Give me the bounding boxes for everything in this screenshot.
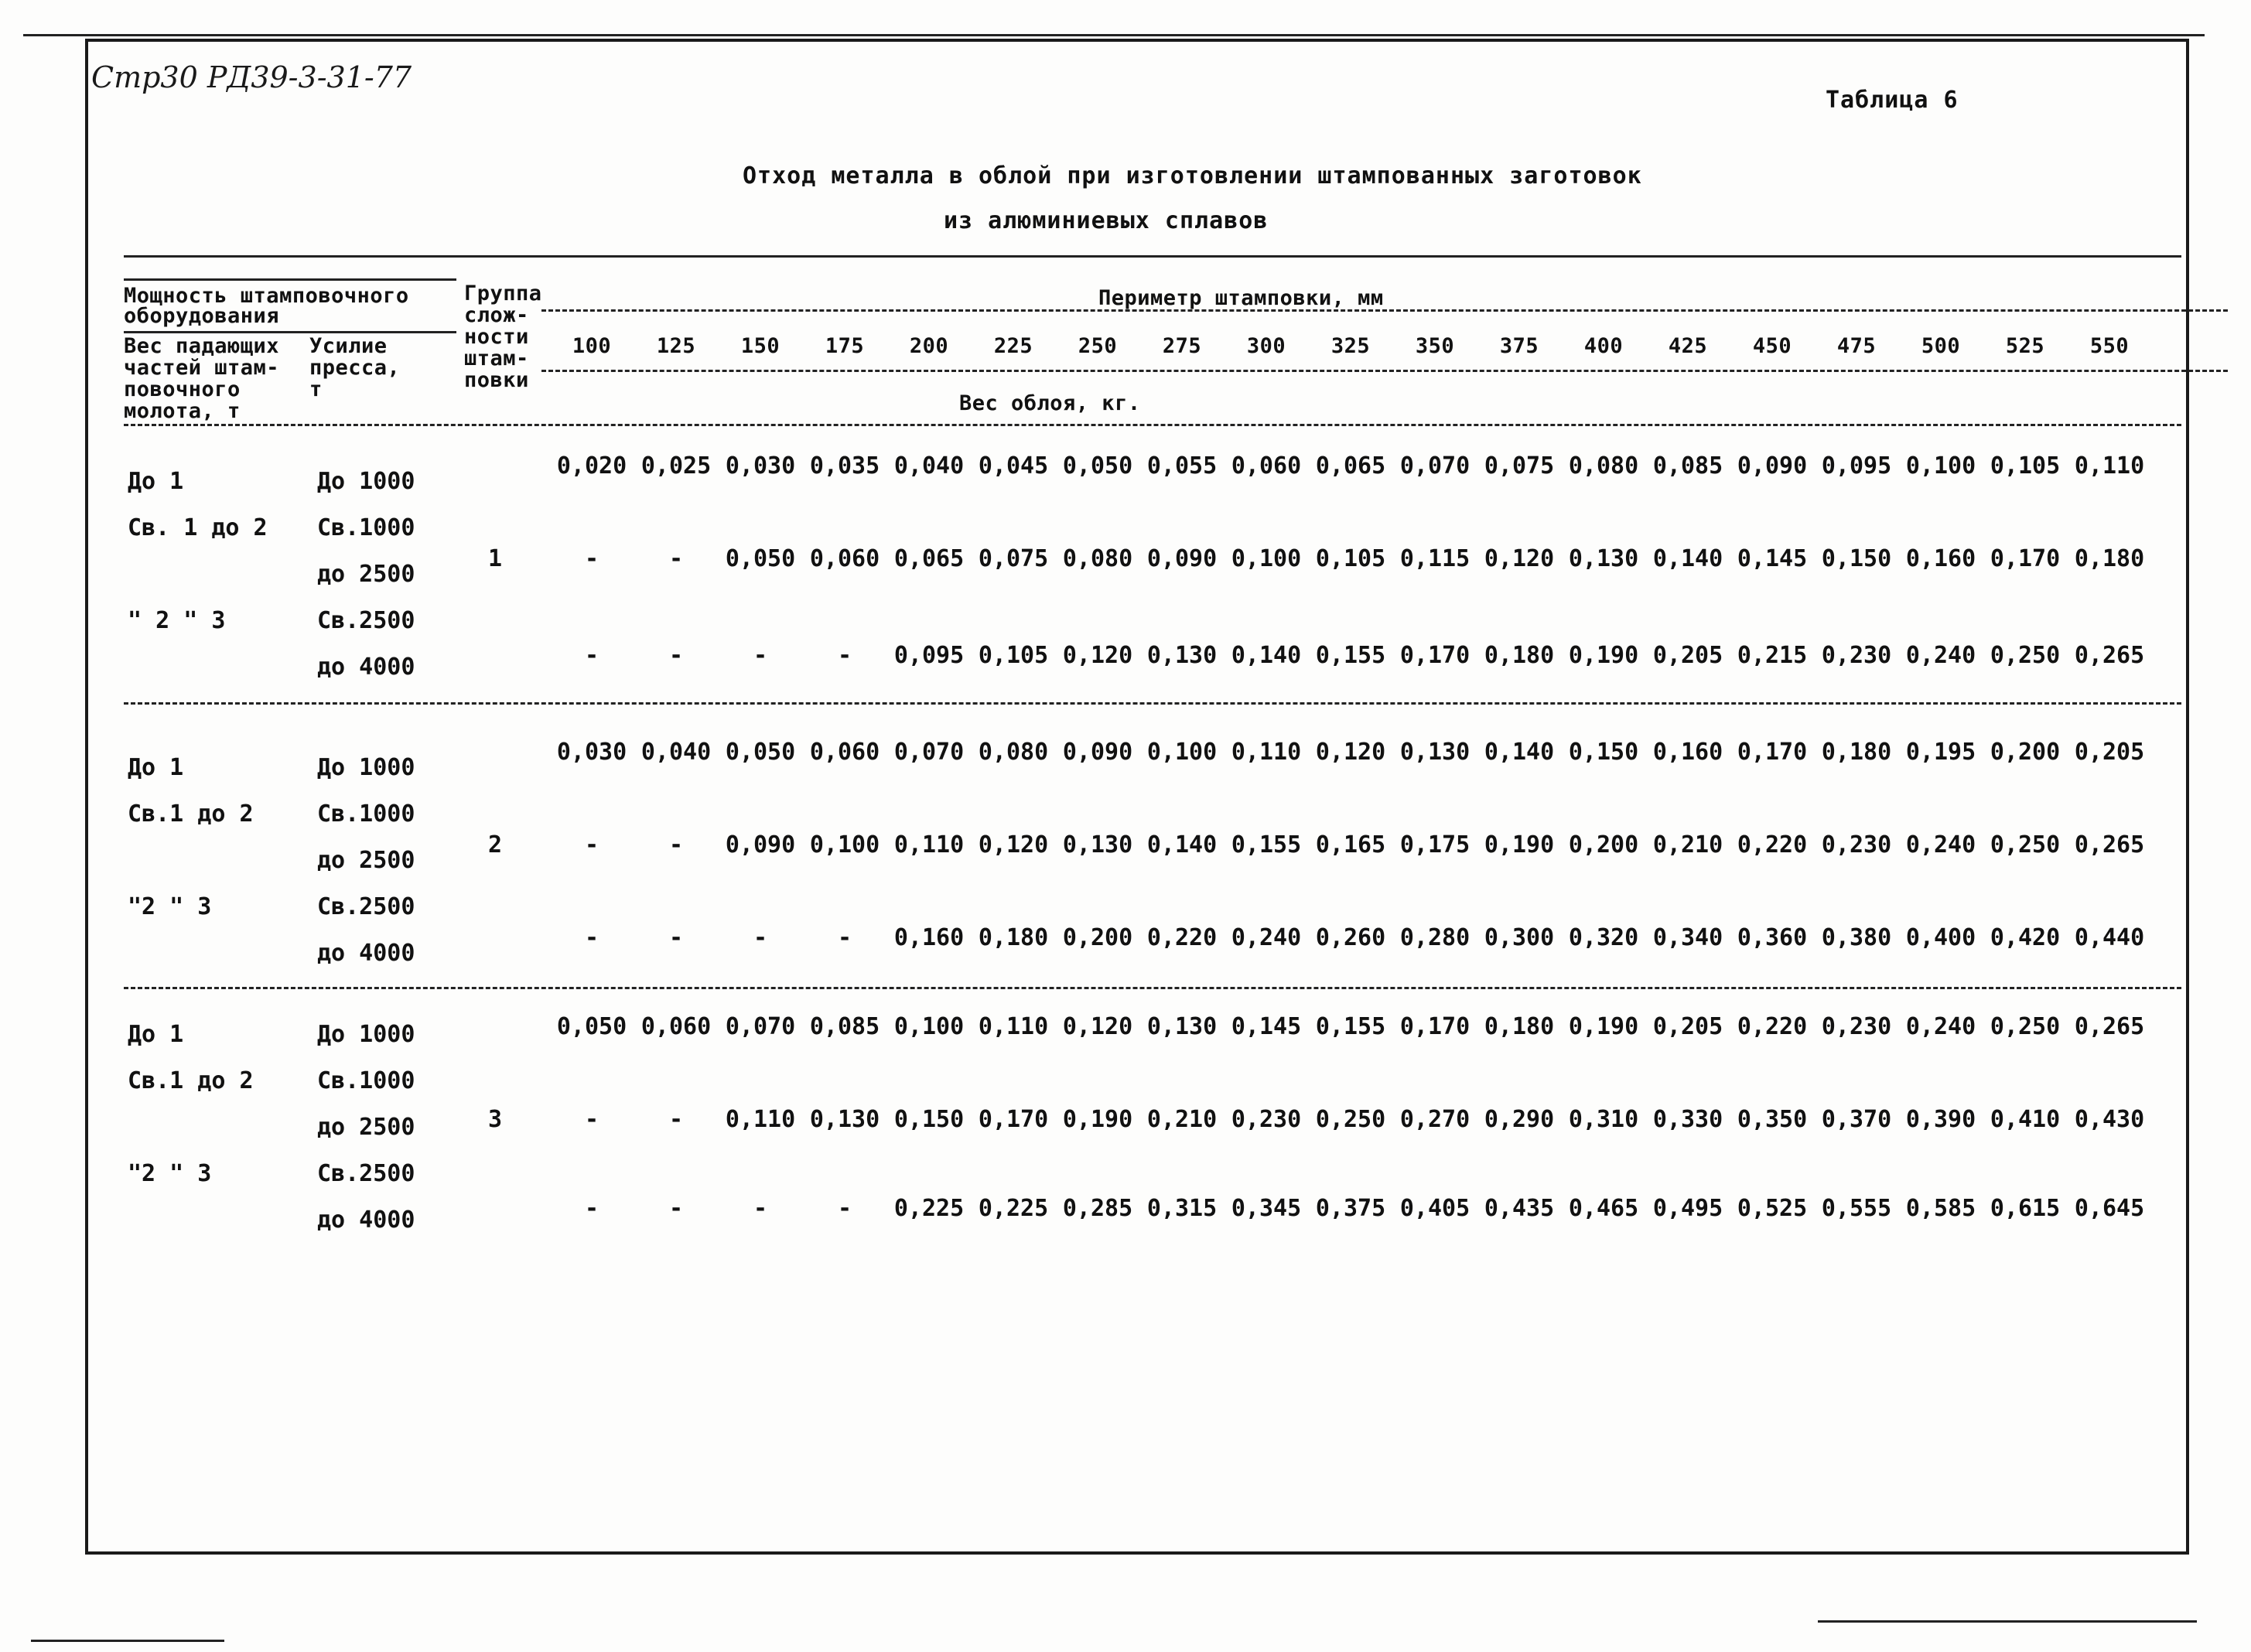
perimeter-header-cell: 425 <box>1668 334 1708 358</box>
press-force-label: до 4000 <box>317 1207 415 1234</box>
flash-weight-cell: 0,405 <box>1399 1195 1470 1222</box>
flash-weight-cell: 0,060 <box>809 739 880 766</box>
flash-weight-cell: 0,225 <box>978 1195 1049 1222</box>
flash-weight-cell: 0,180 <box>1484 1013 1555 1040</box>
flash-weight-cell: 0,240 <box>1905 642 1976 669</box>
press-force-label: Св.2500 <box>317 607 415 634</box>
flash-weight-cell: 0,375 <box>1315 1195 1386 1222</box>
flash-weight-cell: 0,080 <box>978 739 1049 766</box>
flash-weight-cell: 0,585 <box>1905 1195 1976 1222</box>
hammer-weight-label: " 2 " 3 <box>128 607 226 634</box>
flash-weight-cell: 0,140 <box>1484 739 1555 766</box>
flash-weight-cell: 0,440 <box>2074 924 2145 951</box>
flash-weight-cell: 0,090 <box>1737 452 1808 480</box>
flash-weight-cell: 0,145 <box>1231 1013 1302 1040</box>
flash-weight-cell: 0,085 <box>809 1013 880 1040</box>
perimeter-rule <box>541 309 2228 312</box>
flash-weight-cell: 0,115 <box>1399 545 1470 572</box>
complexity-group-label: 1 <box>487 545 503 572</box>
flash-weight-cell: 0,180 <box>1484 642 1555 669</box>
flash-weight-cell: - <box>668 642 684 669</box>
complexity-group-label: 3 <box>487 1106 503 1133</box>
flash-weight-cell: 0,170 <box>1399 1013 1470 1040</box>
hammer-weight-header-1: Вес падающих <box>124 334 280 358</box>
flash-weight-cell: 0,140 <box>1146 831 1218 858</box>
flash-weight-cell: 0,070 <box>1399 452 1470 480</box>
flash-weight-cell: - <box>668 831 684 858</box>
flash-weight-cell: 0,120 <box>1062 1013 1133 1040</box>
flash-weight-cell: 0,090 <box>1062 739 1133 766</box>
flash-weight-cell: 0,180 <box>1821 739 1892 766</box>
flash-weight-cell: 0,050 <box>556 1013 627 1040</box>
flash-weight-cell: 0,055 <box>1146 452 1218 480</box>
flash-weight-cell: 0,140 <box>1652 545 1723 572</box>
flash-weight-cell: 0,240 <box>1231 924 1302 951</box>
flash-weight-cell: 0,290 <box>1484 1106 1555 1133</box>
flash-weight-cell: 0,160 <box>1652 739 1723 766</box>
perimeter-header-cell: 500 <box>1921 334 1961 358</box>
perimeter-header-cell: 175 <box>825 334 865 358</box>
flash-weight-cell: 0,050 <box>725 545 796 572</box>
flash-weight-cell: 0,215 <box>1737 642 1808 669</box>
flash-weight-cell: 0,230 <box>1821 831 1892 858</box>
flash-weight-cell: 0,110 <box>2074 452 2145 480</box>
flash-weight-header: Вес облоя, кг. <box>959 391 1141 415</box>
flash-weight-cell: 0,140 <box>1231 642 1302 669</box>
flash-weight-cell: 0,250 <box>1315 1106 1386 1133</box>
flash-weight-cell: 0,345 <box>1231 1195 1302 1222</box>
press-force-header-3: т <box>309 377 323 401</box>
press-force-label: до 2500 <box>317 847 415 874</box>
flash-weight-cell: 0,280 <box>1399 924 1470 951</box>
flash-weight-cell: 0,320 <box>1568 924 1639 951</box>
flash-weight-cell: - <box>837 642 852 669</box>
flash-weight-cell: 0,080 <box>1062 545 1133 572</box>
flash-weight-cell: - <box>837 924 852 951</box>
flash-weight-cell: - <box>584 545 599 572</box>
flash-weight-cell: 0,050 <box>1062 452 1133 480</box>
flash-weight-cell: 0,260 <box>1315 924 1386 951</box>
hammer-press-divider <box>124 331 456 333</box>
complexity-header-4: штам- <box>464 346 529 370</box>
hammer-weight-header-2: частей штам- <box>124 356 280 380</box>
flash-weight-cell: 0,615 <box>1990 1195 2061 1222</box>
complexity-header-2: слож- <box>464 303 529 327</box>
press-force-label: До 1000 <box>317 1021 415 1048</box>
flash-weight-cell: 0,205 <box>1652 1013 1723 1040</box>
flash-weight-cell: - <box>584 831 599 858</box>
group-1-2-rule <box>124 702 2181 705</box>
flash-weight-cell: 0,190 <box>1062 1106 1133 1133</box>
flash-weight-cell: 0,045 <box>978 452 1049 480</box>
flash-weight-cell: 0,190 <box>1484 831 1555 858</box>
flash-weight-cell: 0,250 <box>1990 831 2061 858</box>
flash-weight-cell: 0,250 <box>1990 1013 2061 1040</box>
flash-weight-cell: 0,340 <box>1652 924 1723 951</box>
flash-weight-cell: 0,210 <box>1146 1106 1218 1133</box>
hammer-weight-label: "2 " 3 <box>128 1160 212 1187</box>
flash-weight-cell: 0,555 <box>1821 1195 1892 1222</box>
flash-weight-cell: 0,250 <box>1990 642 2061 669</box>
flash-weight-cell: - <box>584 1195 599 1222</box>
flash-weight-cell: 0,120 <box>1484 545 1555 572</box>
corner-note: Стр30 РД39-3-31-77 <box>91 60 412 94</box>
page-frame <box>85 39 2189 1555</box>
flash-weight-cell: 0,495 <box>1652 1195 1723 1222</box>
flash-weight-cell: 0,205 <box>2074 739 2145 766</box>
flash-weight-cell: 0,175 <box>1399 831 1470 858</box>
flash-weight-cell: 0,420 <box>1990 924 2061 951</box>
scan-edge-top <box>23 34 2205 36</box>
perimeter-header: Периметр штамповки, мм <box>1098 286 1384 310</box>
flash-weight-cell: 0,130 <box>1062 831 1133 858</box>
flash-weight-cell: 0,220 <box>1146 924 1218 951</box>
flash-weight-cell: 0,270 <box>1399 1106 1470 1133</box>
press-force-label: До 1000 <box>317 754 415 781</box>
flash-weight-cell: 0,110 <box>978 1013 1049 1040</box>
flash-weight-cell: 0,300 <box>1484 924 1555 951</box>
flash-weight-cell: 0,645 <box>2074 1195 2145 1222</box>
flash-weight-cell: 0,030 <box>725 452 796 480</box>
flash-weight-cell: 0,285 <box>1062 1195 1133 1222</box>
flash-weight-cell: 0,100 <box>1231 545 1302 572</box>
flash-weight-cell: 0,040 <box>640 739 712 766</box>
flash-weight-cell: 0,380 <box>1821 924 1892 951</box>
flash-weight-cell: - <box>584 1106 599 1133</box>
flash-weight-cell: 0,110 <box>725 1106 796 1133</box>
flash-weight-cell: 0,220 <box>1737 1013 1808 1040</box>
equipment-divider <box>124 278 456 281</box>
perimeter-header-cell: 450 <box>1752 334 1792 358</box>
flash-weight-cell: 0,330 <box>1652 1106 1723 1133</box>
group-2-3-rule <box>124 987 2181 989</box>
scan-edge-bottom <box>31 1640 224 1642</box>
flash-weight-cell: 0,370 <box>1821 1106 1892 1133</box>
flash-weight-cell: 0,080 <box>1568 452 1639 480</box>
flash-weight-cell: 0,390 <box>1905 1106 1976 1133</box>
flash-weight-cell: 0,200 <box>1990 739 2061 766</box>
flash-weight-cell: 0,265 <box>2074 1013 2145 1040</box>
flash-weight-cell: 0,150 <box>893 1106 965 1133</box>
flash-weight-cell: 0,155 <box>1315 642 1386 669</box>
flash-weight-cell: 0,065 <box>893 545 965 572</box>
flash-weight-cell: 0,035 <box>809 452 880 480</box>
flash-weight-cell: 0,230 <box>1821 642 1892 669</box>
flash-weight-cell: 0,525 <box>1737 1195 1808 1222</box>
flash-weight-cell: 0,205 <box>1652 642 1723 669</box>
flash-weight-cell: 0,110 <box>1231 739 1302 766</box>
flash-weight-cell: 0,040 <box>893 452 965 480</box>
flash-weight-cell: 0,145 <box>1737 545 1808 572</box>
flash-weight-cell: 0,225 <box>893 1195 965 1222</box>
flash-weight-cell: 0,190 <box>1568 1013 1639 1040</box>
perimeter-header-cell: 150 <box>740 334 781 358</box>
flash-weight-cell: 0,100 <box>893 1013 965 1040</box>
perimeter-header-cell: 475 <box>1836 334 1877 358</box>
flash-weight-cell: 0,060 <box>640 1013 712 1040</box>
flash-weight-cell: 0,410 <box>1990 1106 2061 1133</box>
flash-weight-cell: - <box>668 924 684 951</box>
table-top-rule <box>124 255 2181 258</box>
flash-weight-cell: 0,170 <box>1399 642 1470 669</box>
perimeter-header-cell: 550 <box>2089 334 2130 358</box>
flash-weight-cell: - <box>584 642 599 669</box>
flash-weight-cell: 0,050 <box>725 739 796 766</box>
perimeter-header-cell: 300 <box>1246 334 1286 358</box>
flash-weight-cell: 0,095 <box>893 642 965 669</box>
flash-weight-cell: 0,065 <box>1315 452 1386 480</box>
press-force-label: Св.1000 <box>317 800 415 828</box>
flash-weight-cell: 0,315 <box>1146 1195 1218 1222</box>
flash-weight-cell: 0,180 <box>2074 545 2145 572</box>
perimeter-header-cell: 225 <box>993 334 1033 358</box>
flash-weight-cell: 0,350 <box>1737 1106 1808 1133</box>
flash-weight-cell: 0,130 <box>809 1106 880 1133</box>
flash-weight-cell: 0,160 <box>893 924 965 951</box>
press-force-label: до 2500 <box>317 1114 415 1141</box>
page-subtitle: из алюминиевых сплавов <box>944 207 1269 234</box>
flash-weight-cell: 0,075 <box>1484 452 1555 480</box>
hammer-weight-label: До 1 <box>128 468 184 495</box>
flash-weight-cell: 0,100 <box>1905 452 1976 480</box>
flash-weight-cell: 0,210 <box>1652 831 1723 858</box>
flash-weight-cell: 0,085 <box>1652 452 1723 480</box>
flash-weight-cell: 0,105 <box>978 642 1049 669</box>
flash-weight-rule <box>124 424 2181 426</box>
flash-weight-cell: 0,060 <box>809 545 880 572</box>
flash-weight-cell: 0,430 <box>2074 1106 2145 1133</box>
flash-weight-cell: - <box>584 924 599 951</box>
press-force-label: до 4000 <box>317 654 415 681</box>
hammer-weight-label: Св.1 до 2 <box>128 1067 254 1094</box>
equipment-power-header: Мощность штамповочного оборудования <box>124 284 409 328</box>
press-force-header-2: пресса, <box>309 356 401 380</box>
press-force-label: до 4000 <box>317 940 415 967</box>
flash-weight-cell: 0,120 <box>978 831 1049 858</box>
press-force-label: Св.2500 <box>317 1160 415 1187</box>
complexity-header-3: ности <box>464 325 529 349</box>
flash-weight-cell: 0,130 <box>1146 1013 1218 1040</box>
flash-weight-cell: 0,465 <box>1568 1195 1639 1222</box>
perimeter-header-cell: 100 <box>572 334 612 358</box>
flash-weight-cell: 0,230 <box>1231 1106 1302 1133</box>
flash-weight-cell: 0,025 <box>640 452 712 480</box>
flash-weight-cell: 0,155 <box>1315 1013 1386 1040</box>
complexity-group-label: 2 <box>487 831 503 858</box>
flash-weight-cell: 0,150 <box>1821 545 1892 572</box>
flash-weight-cell: - <box>837 1195 852 1222</box>
flash-weight-cell: 0,130 <box>1568 545 1639 572</box>
perimeter-header-cell: 275 <box>1162 334 1202 358</box>
flash-weight-cell: 0,360 <box>1737 924 1808 951</box>
scan-edge-bottom-right <box>1818 1620 2197 1623</box>
flash-weight-cell: 0,105 <box>1315 545 1386 572</box>
flash-weight-cell: 0,110 <box>893 831 965 858</box>
flash-weight-cell: 0,160 <box>1905 545 1976 572</box>
flash-weight-cell: - <box>753 924 768 951</box>
flash-weight-cell: 0,240 <box>1905 831 1976 858</box>
press-force-label: Св.1000 <box>317 1067 415 1094</box>
flash-weight-cell: 0,435 <box>1484 1195 1555 1222</box>
flash-weight-cell: 0,150 <box>1568 739 1639 766</box>
perimeter-values-rule <box>541 370 2228 372</box>
flash-weight-cell: 0,265 <box>2074 831 2145 858</box>
flash-weight-cell: 0,070 <box>725 1013 796 1040</box>
flash-weight-cell: 0,070 <box>893 739 965 766</box>
press-force-label: до 2500 <box>317 561 415 588</box>
flash-weight-cell: 0,090 <box>725 831 796 858</box>
flash-weight-cell: - <box>668 1195 684 1222</box>
flash-weight-cell: 0,230 <box>1821 1013 1892 1040</box>
hammer-weight-label: Св.1 до 2 <box>128 800 254 828</box>
flash-weight-cell: - <box>668 545 684 572</box>
flash-weight-cell: - <box>753 1195 768 1222</box>
flash-weight-cell: 0,075 <box>978 545 1049 572</box>
flash-weight-cell: 0,195 <box>1905 739 1976 766</box>
flash-weight-cell: 0,120 <box>1315 739 1386 766</box>
flash-weight-cell: 0,105 <box>1990 452 2061 480</box>
flash-weight-cell: 0,090 <box>1146 545 1218 572</box>
flash-weight-cell: 0,100 <box>1146 739 1218 766</box>
flash-weight-cell: 0,310 <box>1568 1106 1639 1133</box>
perimeter-header-cell: 400 <box>1583 334 1624 358</box>
flash-weight-cell: 0,190 <box>1568 642 1639 669</box>
perimeter-header-cell: 525 <box>2005 334 2045 358</box>
hammer-weight-label: "2 " 3 <box>128 893 212 920</box>
flash-weight-cell: 0,200 <box>1568 831 1639 858</box>
flash-weight-cell: 0,170 <box>1737 739 1808 766</box>
flash-weight-cell: 0,155 <box>1231 831 1302 858</box>
flash-weight-cell: 0,165 <box>1315 831 1386 858</box>
flash-weight-cell: 0,400 <box>1905 924 1976 951</box>
perimeter-header-cell: 325 <box>1330 334 1371 358</box>
complexity-header-1: Группа <box>464 282 542 305</box>
flash-weight-cell: 0,220 <box>1737 831 1808 858</box>
flash-weight-cell: 0,200 <box>1062 924 1133 951</box>
hammer-weight-header-3: повочного <box>124 377 241 401</box>
flash-weight-cell: 0,170 <box>978 1106 1049 1133</box>
press-force-label: Св.1000 <box>317 514 415 541</box>
flash-weight-cell: 0,240 <box>1905 1013 1976 1040</box>
flash-weight-cell: 0,130 <box>1399 739 1470 766</box>
perimeter-header-cell: 125 <box>656 334 696 358</box>
press-force-label: До 1000 <box>317 468 415 495</box>
table-label: Таблица 6 <box>1826 87 1959 114</box>
flash-weight-cell: 0,265 <box>2074 642 2145 669</box>
perimeter-header-cell: 375 <box>1499 334 1539 358</box>
press-force-label: Св.2500 <box>317 893 415 920</box>
perimeter-header-cell: 250 <box>1078 334 1118 358</box>
flash-weight-cell: 0,100 <box>809 831 880 858</box>
flash-weight-cell: 0,130 <box>1146 642 1218 669</box>
hammer-weight-label: До 1 <box>128 754 184 781</box>
page-title: Отход металла в облой при изготовлении штампованных заготовок <box>743 162 1642 189</box>
hammer-weight-header-4: молота, т <box>124 399 241 423</box>
flash-weight-cell: 0,030 <box>556 739 627 766</box>
flash-weight-cell: - <box>668 1106 684 1133</box>
perimeter-header-cell: 350 <box>1415 334 1455 358</box>
flash-weight-cell: 0,020 <box>556 452 627 480</box>
flash-weight-cell: - <box>753 642 768 669</box>
flash-weight-cell: 0,180 <box>978 924 1049 951</box>
flash-weight-cell: 0,060 <box>1231 452 1302 480</box>
complexity-header-5: повки <box>464 368 529 392</box>
flash-weight-cell: 0,120 <box>1062 642 1133 669</box>
perimeter-header-cell: 200 <box>909 334 949 358</box>
hammer-weight-label: Св. 1 до 2 <box>128 514 268 541</box>
press-force-header-1: Усилие <box>309 334 388 358</box>
hammer-weight-label: До 1 <box>128 1021 184 1048</box>
flash-weight-cell: 0,170 <box>1990 545 2061 572</box>
flash-weight-cell: 0,095 <box>1821 452 1892 480</box>
